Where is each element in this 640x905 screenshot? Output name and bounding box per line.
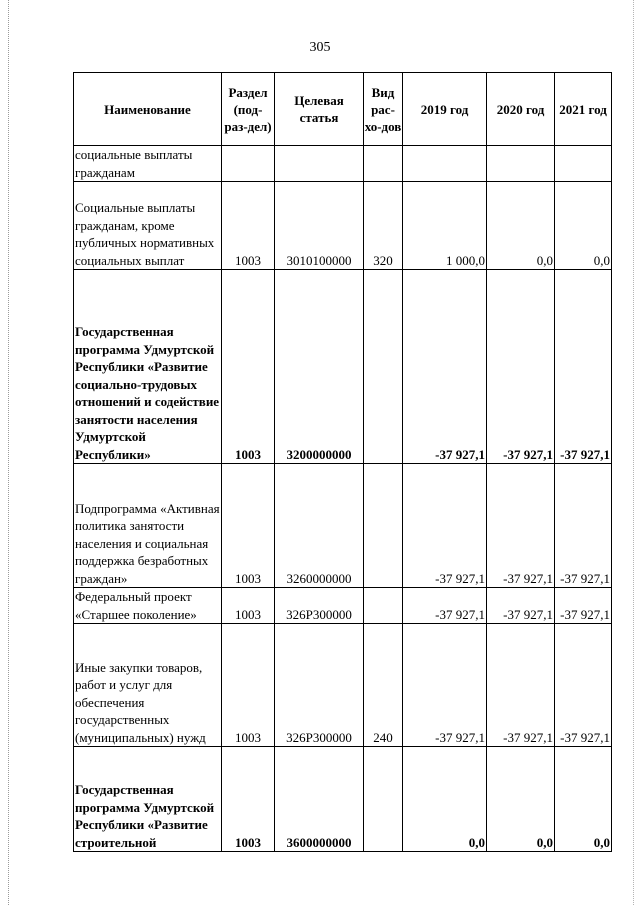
row-2019: -37 927,1 <box>403 464 487 588</box>
row-2019: 1 000,0 <box>403 182 487 270</box>
row-2021: -37 927,1 <box>555 464 612 588</box>
header-kind: Вид рас-хо-дов <box>364 73 403 146</box>
table-header-row <box>74 73 612 146</box>
row-kind <box>364 464 403 588</box>
row-2020: 0,0 <box>487 182 555 270</box>
row-2020: -37 927,1 <box>487 624 555 747</box>
row-2020: -37 927,1 <box>487 464 555 588</box>
table-row <box>74 624 612 747</box>
row-2021: 0,0 <box>555 747 612 852</box>
header-2019: 2019 год <box>403 73 487 146</box>
row-2020: 0,0 <box>487 747 555 852</box>
row-kind: 320 <box>364 182 403 270</box>
row-article <box>275 146 364 182</box>
row-name: Социальные выплаты гражданам, кроме публичных нормативных социальных выплат <box>74 182 222 270</box>
row-2021: -37 927,1 <box>555 588 612 624</box>
row-name: Иные закупки товаров, работ и услуг для обеспечения государственных (муниципальных) нужд <box>74 624 222 747</box>
row-2020 <box>487 146 555 182</box>
row-2020: -37 927,1 <box>487 588 555 624</box>
row-2019: -37 927,1 <box>403 270 487 464</box>
table-row <box>74 464 612 588</box>
row-kind <box>364 270 403 464</box>
header-2020: 2020 год <box>487 73 555 146</box>
scan-margin-left <box>8 0 9 905</box>
table-row <box>74 747 612 852</box>
row-section: 1003 <box>222 182 275 270</box>
header-name: Наименование <box>74 73 222 146</box>
row-kind: 240 <box>364 624 403 747</box>
row-name: Государственная программа Удмуртской Республики «Развитие строительной <box>74 747 222 852</box>
row-2021: 0,0 <box>555 182 612 270</box>
row-2019: 0,0 <box>403 747 487 852</box>
table-row <box>74 182 612 270</box>
row-section: 1003 <box>222 270 275 464</box>
row-name: Федеральный проект «Старшее поколение» <box>74 588 222 624</box>
row-name: Подпрограмма «Активная политика занятости населения и социальная поддержка безработных граждан» <box>74 464 222 588</box>
row-section <box>222 146 275 182</box>
row-name: Государственная программа Удмуртской Республики «Развитие социально-трудовых отношений и содействие занятости населения Удмуртской Республики» <box>74 270 222 464</box>
row-2019: -37 927,1 <box>403 624 487 747</box>
row-article: 326P300000 <box>275 588 364 624</box>
row-article: 3260000000 <box>275 464 364 588</box>
header-section: Раздел (под-раз-дел) <box>222 73 275 146</box>
row-article: 3200000000 <box>275 270 364 464</box>
row-2020: -37 927,1 <box>487 270 555 464</box>
table-row <box>74 588 612 624</box>
header-2021: 2021 год <box>555 73 612 146</box>
row-2021 <box>555 146 612 182</box>
page-number: 305 <box>309 40 331 55</box>
row-section: 1003 <box>222 588 275 624</box>
row-section: 1003 <box>222 624 275 747</box>
row-section: 1003 <box>222 747 275 852</box>
row-2021: -37 927,1 <box>555 624 612 747</box>
row-article: 3600000000 <box>275 747 364 852</box>
row-section: 1003 <box>222 464 275 588</box>
row-article: 326P300000 <box>275 624 364 747</box>
budget-table <box>73 72 612 852</box>
row-kind <box>364 588 403 624</box>
row-article: 3010100000 <box>275 182 364 270</box>
table-row <box>74 146 612 182</box>
row-2021: -37 927,1 <box>555 270 612 464</box>
row-name: социальные выплаты гражданам <box>74 146 222 182</box>
row-2019: -37 927,1 <box>403 588 487 624</box>
table-row <box>74 270 612 464</box>
row-2019 <box>403 146 487 182</box>
row-kind <box>364 747 403 852</box>
header-article: Целевая статья <box>275 73 364 146</box>
scan-margin-right <box>633 0 634 905</box>
row-kind <box>364 146 403 182</box>
